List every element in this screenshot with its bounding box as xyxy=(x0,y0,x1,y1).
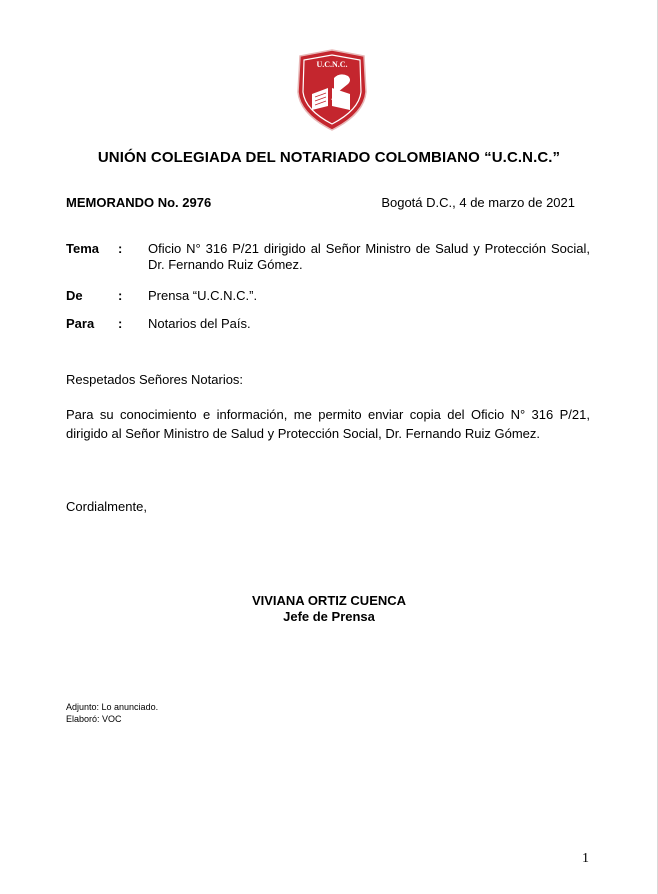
closing: Cordialmente, xyxy=(66,499,147,514)
seal-text: U.C.N.C. xyxy=(316,60,348,69)
page-number: 1 xyxy=(582,851,589,866)
greeting: Respetados Señores Notarios: xyxy=(66,372,244,387)
signature-block xyxy=(0,593,658,625)
field-para xyxy=(66,316,590,332)
field-de-label: De xyxy=(66,288,83,303)
organization-title: UNIÓN COLEGIADA DEL NOTARIADO COLOMBIANO “U.C.N.C.” xyxy=(97,149,561,166)
field-para-value: Notarios del País. xyxy=(148,316,251,331)
field-para-label: Para xyxy=(66,316,95,331)
field-tema-value: Oficio N° 316 P/21 dirigido al Señor Ministro de Salud y Protección Social, Dr. Fernando Ruiz Gómez. xyxy=(148,241,590,272)
field-de-colon: : xyxy=(118,288,123,303)
signer-name: VIVIANA ORTIZ CUENCA xyxy=(251,593,407,608)
prepared-by-note: Elaboró: VOC xyxy=(66,714,122,724)
field-para-colon: : xyxy=(118,316,123,331)
field-tema xyxy=(66,241,590,273)
attachment-note: Adjunto: Lo anunciado. xyxy=(66,702,159,712)
field-de xyxy=(66,288,590,304)
field-tema-colon: : xyxy=(118,241,123,256)
memo-date: Bogotá D.C., 4 de marzo de 2021 xyxy=(381,195,575,210)
field-tema-label: Tema xyxy=(66,241,99,256)
signer-role: Jefe de Prensa xyxy=(283,609,375,624)
ucnc-seal-logo xyxy=(294,48,370,132)
body-paragraph: Para su conocimiento e información, me permito enviar copia del Oficio N° 316 P/21, dirigido al Señor Ministro de Salud y Protección Social, Dr. Fernando Ruiz Gómez. xyxy=(66,407,590,441)
field-de-value: Prensa “U.C.N.C.”. xyxy=(148,288,258,303)
memo-number: MEMORANDO No. 2976 xyxy=(66,195,212,210)
